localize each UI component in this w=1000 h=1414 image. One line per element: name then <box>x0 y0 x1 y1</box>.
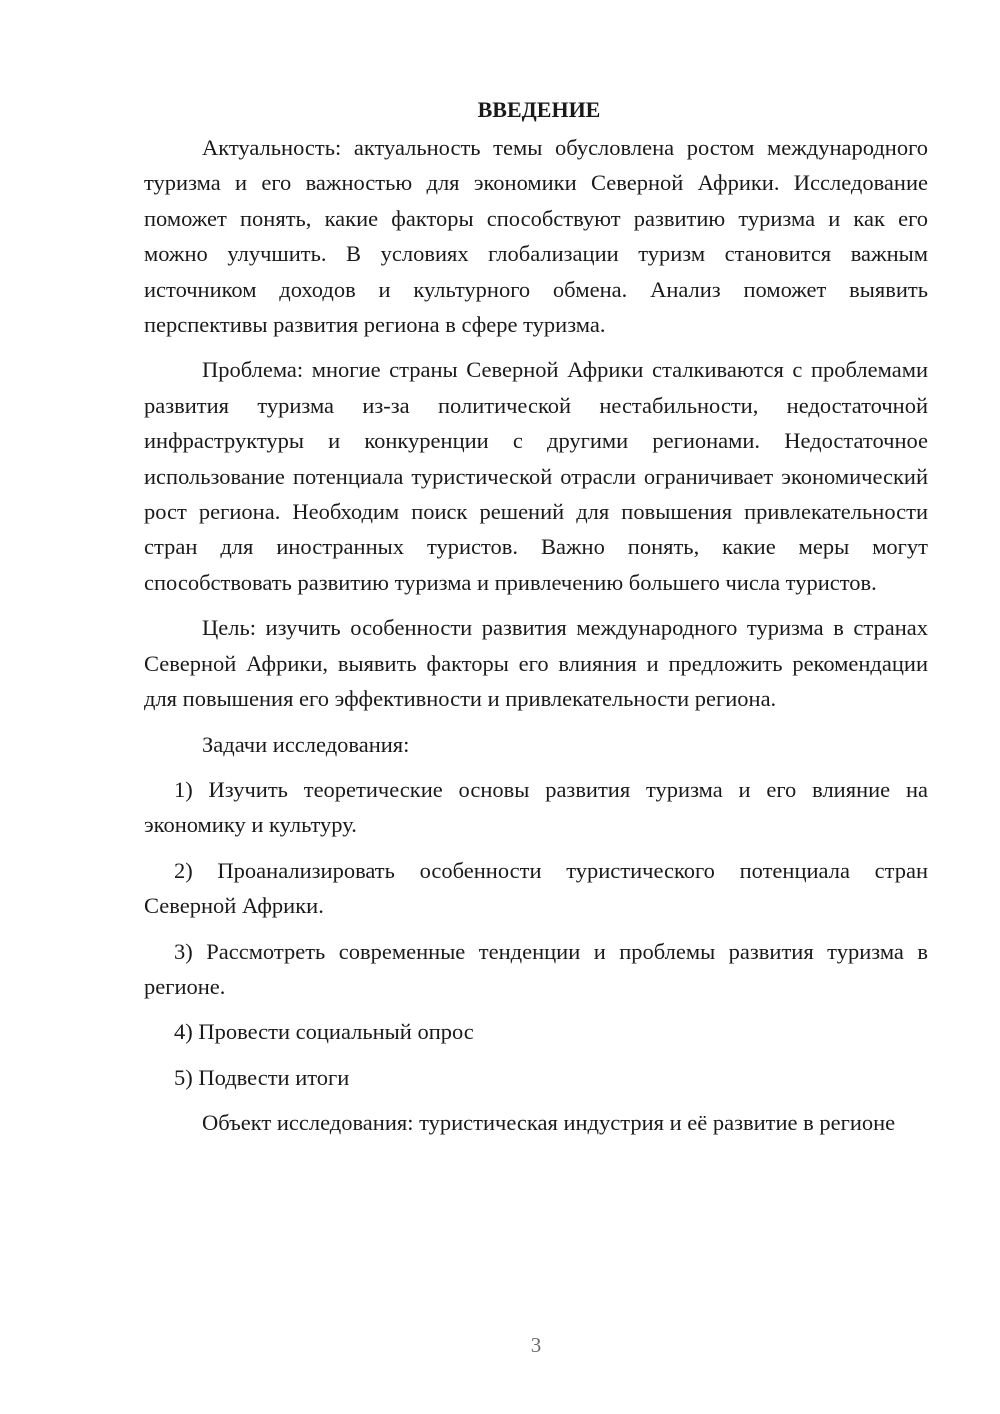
page-number: 3 <box>530 1333 542 1357</box>
task-item-2: 2) Проанализировать особенности туристического потенциала стран Северной Африки. <box>144 857 928 919</box>
task-item-4: 4) Провести социальный опрос <box>174 1019 474 1045</box>
object-paragraph: Объект исследования: туристическая индустрия и её развитие в регионе <box>202 1110 896 1136</box>
document-page <box>144 90 928 1151</box>
section-title: ВВЕДЕНИЕ <box>477 97 601 122</box>
task-item-3: 3) Рассмотреть современные тенденции и проблемы развития туризма в регионе. <box>144 938 928 999</box>
task-item-1: 1) Изучить теоретические основы развития туризма и его влияние на экономику и культуру. <box>144 776 928 838</box>
tasks-heading: Задачи исследования: <box>202 731 410 757</box>
problem-paragraph: Проблема: многие страны Северной Африки сталкиваются с проблемами развития туризма из-за политической нестабильности, недостаточной инфраструктуры и конкуренции с другими регионами. Недостаточное использование потенциала туристической отрасли ограничивает экономический рост региона. Необходим поиск решений для повышения привлекательности стран для иностранных туристов. Важно понять, какие меры могут способствовать развитию туризма и привлечению большего числа туристов. <box>144 357 928 595</box>
goal-paragraph: Цель: изучить особенности развития международного туризма в странах Северной Африки, выявить факторы его влияния и предложить рекомендации для повышения его эффективности и привлекательности региона. <box>144 615 928 712</box>
task-item-5: 5) Подвести итоги <box>174 1064 350 1090</box>
relevance-paragraph: Актуальность: актуальность темы обусловлена ростом международного туризма и его важностью для экономики Северной Африки. Исследование поможет понять, какие факторы способствуют развитию туризма и как его можно улучшить. В условиях глобализации туризм становится важным источником доходов и культурного обмена. Анализ поможет выявить перспективы развития региона в сфере туризма. <box>144 135 928 338</box>
